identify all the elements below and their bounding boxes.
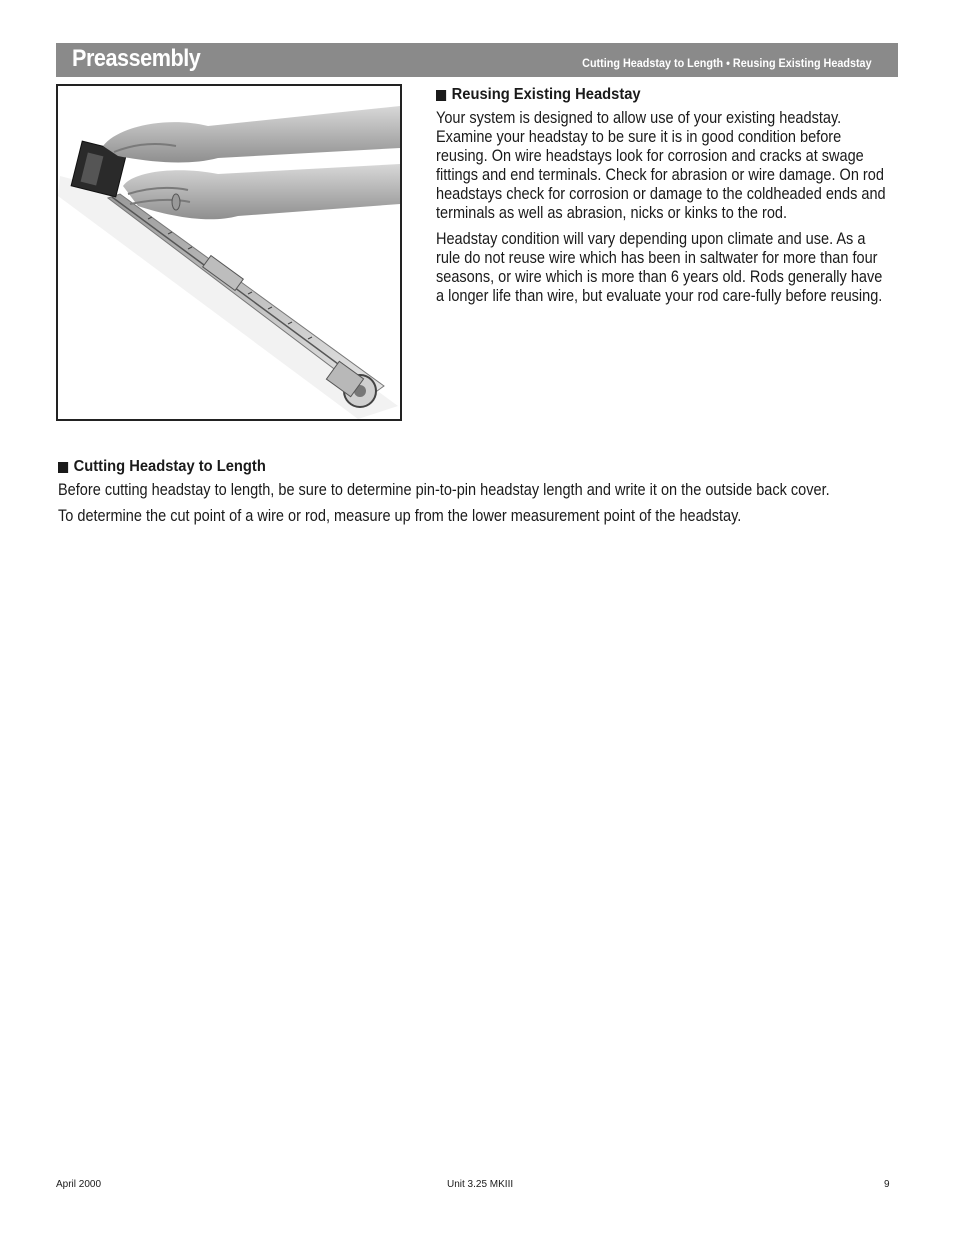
cutting-paragraph-2: To determine the cut point of a wire or rod, measure up from the lower measurement point of the headstay. bbox=[58, 507, 742, 525]
reusing-section bbox=[436, 85, 954, 313]
footer-unit: Unit 3.25 MKIII bbox=[447, 1179, 514, 1190]
cutting-section bbox=[58, 457, 954, 533]
footer-page-number: 9 bbox=[884, 1179, 890, 1190]
cutting-heading bbox=[58, 457, 923, 477]
reusing-paragraph-1: Your system is designed to allow use of your existing headstay. Examine your headstay to be sure it is in good condition before reusing. On wire headstays look for corrosion and cracks at swage fittings and end terminals. Check for abrasion or wire damage. On rod headstays check for corrosion or damage to the coldheaded ends and terminals as well as abrasion, nicks or kinks to the rod. bbox=[436, 109, 886, 222]
square-bullet-icon bbox=[436, 90, 446, 101]
measuring-headstay-photo bbox=[56, 84, 402, 421]
breadcrumb: Cutting Headstay to Length • Reusing Existing Headstay bbox=[582, 56, 872, 70]
reusing-paragraph-2: Headstay condition will vary depending upon climate and use. As a rule do not reuse wire which has been in saltwater for more than four seasons, or wire which is more than 6 years old. Rods generally have a longer life than wire, but evaluate your rod care-fully before reusing. bbox=[436, 230, 883, 305]
cutting-heading-text: Cutting Headstay to Length bbox=[73, 458, 266, 475]
reusing-heading-text: Reusing Existing Headstay bbox=[451, 86, 641, 103]
page-title: Preassembly bbox=[72, 45, 201, 72]
header-bar bbox=[56, 43, 898, 77]
footer-date: April 2000 bbox=[56, 1179, 102, 1190]
cutting-paragraph-1: Before cutting headstay to length, be sure to determine pin-to-pin headstay length and write it on the outside back cover. bbox=[58, 481, 830, 499]
reusing-heading bbox=[436, 85, 914, 105]
square-bullet-icon bbox=[58, 462, 68, 473]
